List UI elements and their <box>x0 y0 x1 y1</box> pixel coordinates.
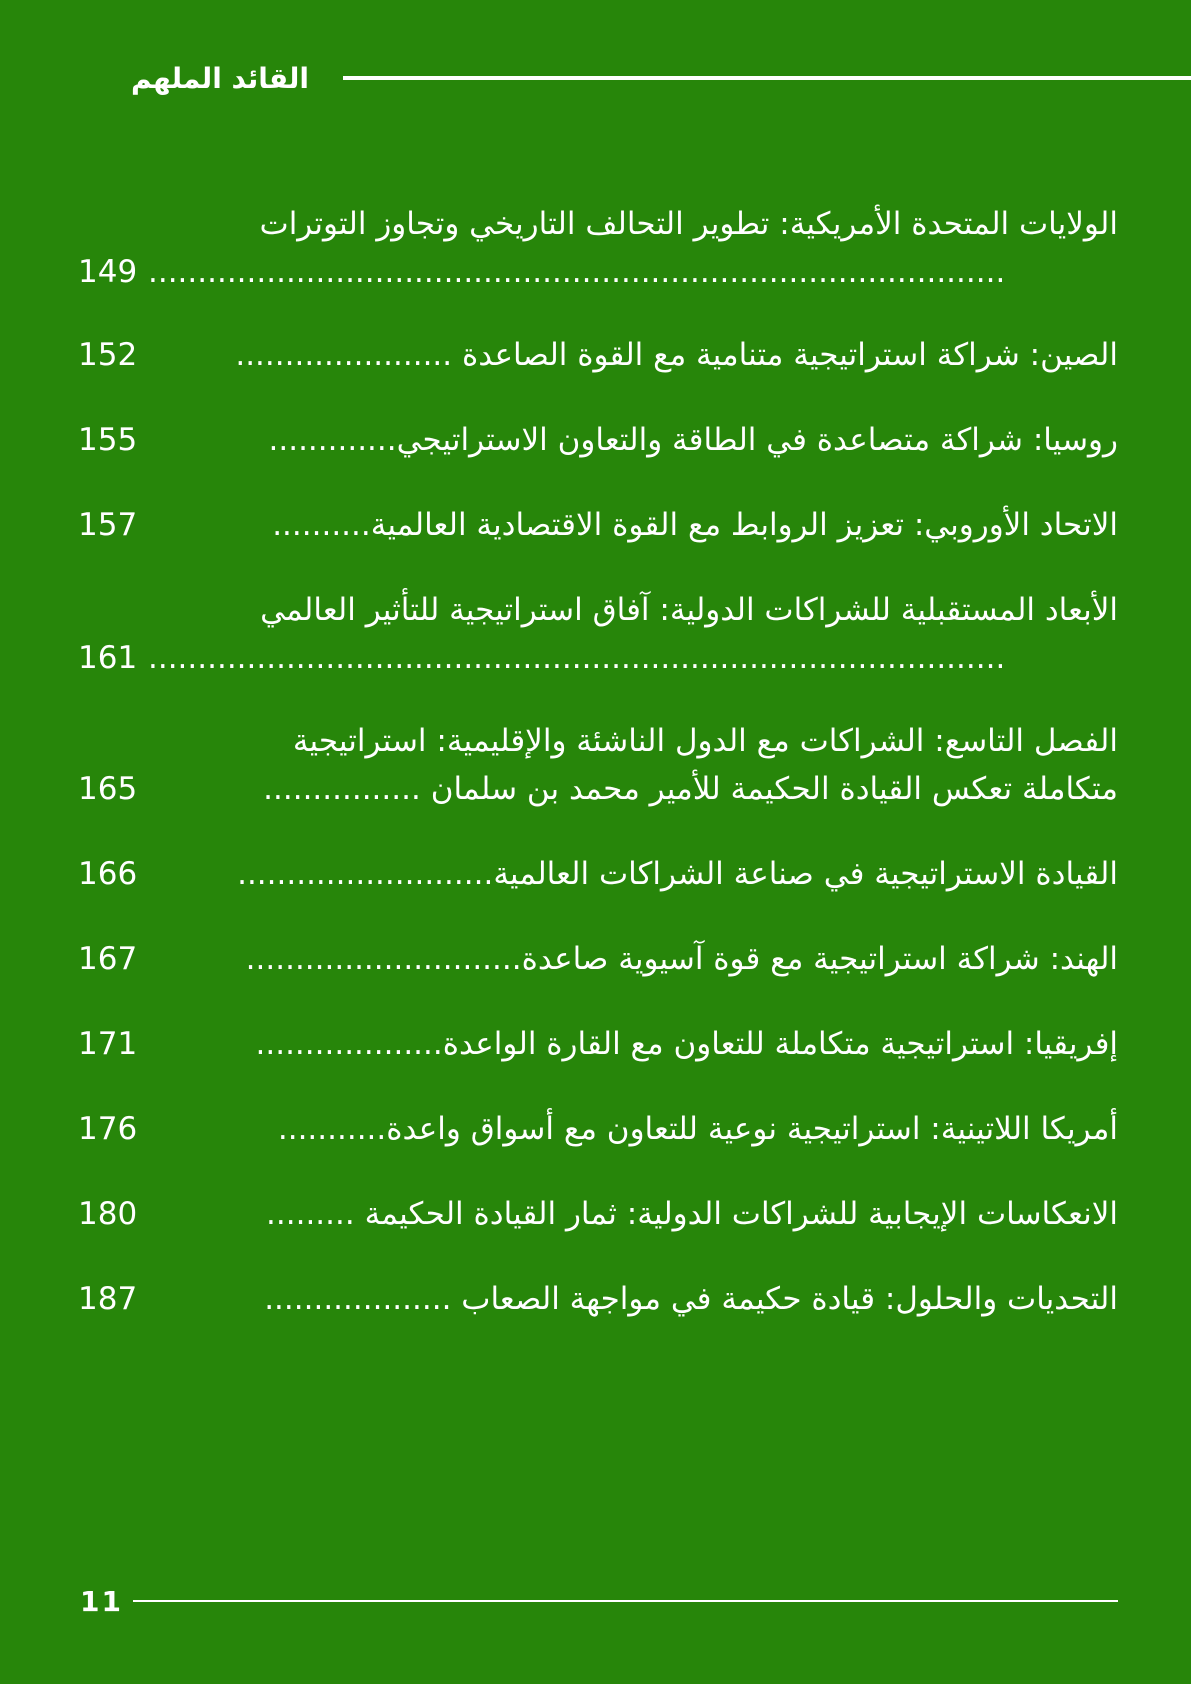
toc-entry-title: القيادة الاستراتيجية في صناعة الشراكات العالمية <box>493 856 1118 892</box>
toc-entry[interactable] <box>78 1190 1118 1238</box>
header-rule <box>343 76 1191 80</box>
toc-page-number: 161 <box>78 640 138 676</box>
toc-leader-dots: ......... <box>266 1196 365 1232</box>
toc-leader-dots: ............................ <box>245 941 522 977</box>
toc-page-number: 180 <box>78 1196 138 1232</box>
toc-leader-dots: ................ <box>263 771 431 807</box>
toc-entry-title: الاتحاد الأوروبي: تعزيز الروابط مع القوة الاقتصادية العالمية <box>370 507 1118 543</box>
toc-page-number: 155 <box>78 422 138 458</box>
toc-leader-dots: ................... <box>264 1281 462 1317</box>
toc-entry[interactable] <box>78 1275 1118 1323</box>
toc-entry-title-line1: الفصل التاسع: الشراكات مع الدول الناشئة والإقليمية: استراتيجية <box>292 723 1118 759</box>
toc-leader-dots: .......... <box>272 507 371 543</box>
toc-page-number: 166 <box>78 856 138 892</box>
toc-entry[interactable] <box>78 586 1118 682</box>
footer-page-number: 11 <box>80 1585 123 1618</box>
toc-entry[interactable] <box>78 1105 1118 1153</box>
toc-entry[interactable] <box>78 331 1118 379</box>
toc-entry-title: الولايات المتحدة الأمريكية: تطوير التحالف التاريخي وتجاوز التوترات <box>259 206 1118 242</box>
toc-entry[interactable] <box>78 935 1118 983</box>
toc-page-number: 152 <box>78 337 138 373</box>
toc-entry[interactable] <box>78 850 1118 898</box>
toc-entry-title: الهند: شراكة استراتيجية مع قوة آسيوية صاعدة <box>521 941 1118 977</box>
toc-leader-dots: ............. <box>268 422 397 458</box>
footer-rule <box>133 1600 1118 1602</box>
toc-leader-dots: ........... <box>277 1111 387 1147</box>
toc-entry-title: روسيا: شراكة متصاعدة في الطاقة والتعاون الاستراتيجي <box>396 422 1118 458</box>
toc-page-number: 176 <box>78 1111 138 1147</box>
toc-entry[interactable] <box>78 416 1118 464</box>
toc-entry[interactable] <box>78 200 1118 296</box>
toc-entry[interactable] <box>78 1020 1118 1068</box>
toc-entry-title-line2: متكاملة تعكس القيادة الحكيمة للأمير محمد بن سلمان <box>430 771 1118 807</box>
toc-entry-title: الصين: شراكة استراتيجية متنامية مع القوة الصاعدة <box>462 337 1118 373</box>
toc-page-number: 171 <box>78 1026 138 1062</box>
toc-entry-title: التحديات والحلول: قيادة حكيمة في مواجهة الصعاب <box>461 1281 1118 1317</box>
running-header-title: القائد الملهم <box>131 62 309 95</box>
toc-page-number: 157 <box>78 507 138 543</box>
toc-leader-dots: .......................... <box>237 856 494 892</box>
toc-page-number: 187 <box>78 1281 138 1317</box>
toc-entry-title: الانعكاسات الإيجابية للشراكات الدولية: ثمار القيادة الحكيمة <box>364 1196 1118 1232</box>
toc-entry-title: أمريكا اللاتينية: استراتيجية نوعية للتعاون مع أسواق واعدة <box>386 1111 1118 1147</box>
toc-page-number: 149 <box>78 254 138 290</box>
toc-leader-dots: ....................................................................................... <box>148 640 1006 676</box>
toc-entry[interactable] <box>78 501 1118 549</box>
toc-entry-title: الأبعاد المستقبلية للشراكات الدولية: آفاق استراتيجية للتأثير العالمي <box>260 592 1118 628</box>
toc-page-number: 167 <box>78 941 138 977</box>
toc-entry-title: إفريقيا: استراتيجية متكاملة للتعاون مع القارة الواعدة <box>442 1026 1118 1062</box>
toc-leader-dots: ....................................................................................... <box>148 254 1006 290</box>
toc-entry[interactable] <box>78 717 1118 813</box>
toc-leader-dots: ................... <box>255 1026 443 1062</box>
toc-page-number: 165 <box>78 771 138 807</box>
toc-leader-dots: ...................... <box>235 337 462 373</box>
table-of-contents <box>78 200 1118 1323</box>
